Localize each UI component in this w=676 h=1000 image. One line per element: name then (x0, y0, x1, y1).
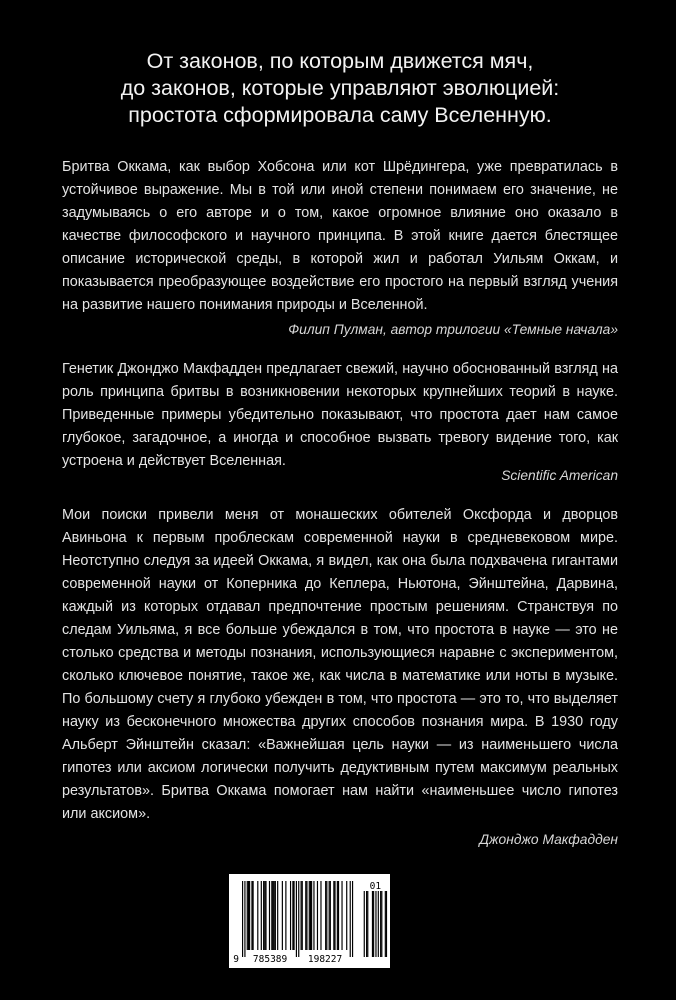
barcode-bar (320, 881, 321, 950)
barcode-bar (265, 881, 266, 950)
barcode-addon-bar (367, 891, 368, 957)
headline-line-1: От законов, по которым движется мяч, (146, 49, 534, 73)
barcode-bar (325, 881, 326, 950)
barcode-addon-bar (381, 891, 382, 957)
author-statement-attribution: Джонджо Макфадден (479, 832, 618, 847)
barcode-bar (274, 881, 275, 950)
barcode-bar (309, 881, 310, 950)
barcode-bar (257, 881, 258, 950)
barcode-bar (302, 881, 303, 950)
barcode-bar (329, 881, 330, 950)
barcode-addon-bar (364, 891, 365, 957)
barcode-bar (290, 881, 291, 950)
barcode-bar (253, 881, 254, 950)
headline (60, 48, 620, 129)
barcode-guard-bar (298, 881, 299, 957)
barcode-guard-bar (242, 881, 243, 957)
barcode-bar (311, 881, 312, 950)
barcode-leading-digit: 9 (233, 954, 239, 965)
barcode-bar (306, 881, 307, 950)
barcode-bar (249, 881, 250, 950)
barcode-guard-bar (244, 881, 245, 957)
author-statement-text: Мои поиски привели меня от монашеских обителей Оксфорда и дворцов Авиньона к первым проблескам современной науки в средневековом мире. Неотступно следуя за идеей Оккама, я видел, как она была подхвачена гигантами современной науки от Коперника до Кеплера, Ньютона, Эйнштейна, Дарвина, каждый из которых отдавал предпочтение простым решениям. Странствуя по следам Уильяма, я все больше убеждался в том, что простота в науке — это не столько средства и методы познания, использующиеся наравне с экспериментом, сколько ключевое понятие, такое же, как числа в математике или ноты в музыке. По большому счету я глубоко убежден в том, что простота — это то, что выделяет науку из бесконечного множества других способов познания мира. В 1930 году Альберт Эйнштейн сказал: «Важнейшая цель науки — из наименьшего числа гипотез или аксиом логически получить дедуктивным путем максимум реальных результатов». Бритва Оккама помогает нам найти «наименьшее число гипотез или аксиом». (62, 507, 618, 822)
barcode-addon-bar (380, 891, 381, 957)
barcode-bar (261, 881, 262, 950)
isbn-barcode (229, 874, 390, 968)
author-statement (62, 504, 618, 826)
review-quote-2-attribution: Scientific American (501, 468, 618, 483)
barcode-bar (251, 881, 252, 950)
barcode-right-digits: 198227 (307, 954, 343, 965)
headline-line-3: простота сформировала саму Вселенную. (128, 103, 552, 127)
barcode-bar (337, 881, 338, 950)
barcode-bar (341, 881, 342, 950)
barcode-graphic (229, 874, 390, 968)
barcode-addon-digits: 01 (369, 881, 382, 892)
barcode-addon-bar (366, 891, 367, 957)
barcode-guard-bar (352, 881, 353, 957)
barcode-bar (264, 881, 265, 950)
barcode-addon-bar (386, 891, 387, 957)
review-quote-1-attribution: Филип Пулман, автор трилогии «Темные начала» (288, 322, 618, 337)
barcode-bar (305, 881, 306, 950)
barcode-guard-bar (296, 881, 297, 957)
barcode-bar (285, 881, 286, 950)
barcode-bar (248, 881, 249, 950)
barcode-bar (247, 881, 248, 950)
barcode-bar (263, 881, 264, 950)
barcode-bar (275, 881, 276, 950)
barcode-bar (338, 881, 339, 950)
barcode-addon-bar (385, 891, 386, 957)
barcode-bar (333, 881, 334, 950)
barcode-addon-bar (373, 891, 374, 957)
barcode-bar (326, 881, 327, 950)
barcode-addon-bar (375, 891, 376, 957)
barcode-bar (292, 881, 293, 950)
headline-line-2: до законов, которые управляют эволюцией: (120, 76, 560, 100)
barcode-bar (269, 881, 270, 950)
barcode-bar (313, 881, 314, 950)
barcode-guard-bar (350, 881, 351, 957)
review-quote-2-text: Генетик Джонджо Макфадден предлагает свежий, научно обоснованный взгляд на роль принципа бритвы в возникновении некоторых крупнейших теорий в науке. Приведенные примеры убедительно показывают, что простота дает нам самое глубокое, загадочное, а иногда и способное вызвать тревогу видение того, как устроена и действует Вселенная. (62, 361, 618, 469)
barcode-bar (310, 881, 311, 950)
barcode-addon-bar (378, 891, 379, 957)
barcode-bar (330, 881, 331, 950)
review-quote-2 (62, 358, 618, 473)
barcode-left-digits: 785389 (252, 954, 288, 965)
review-quote-1 (62, 156, 618, 317)
barcode-bar (317, 881, 318, 950)
barcode-bar (334, 881, 335, 950)
barcode-bar (272, 881, 273, 950)
barcode-bar (282, 881, 283, 950)
barcode-bar (271, 881, 272, 950)
barcode-bar (293, 881, 294, 950)
review-quote-1-text: Бритва Оккама, как выбор Хобсона или кот Шрёдингера, уже превратилась в устойчивое выражение. Мы в той или иной степени понимаем его значение, не задумываясь о его авторе и о том, какое огромное влияние оно оказало в качестве философского и научного принципа. В этой книге дается блестящее описание исторической среды, в которой жил и работал Уильям Оккам, и показывается преобразующее воздействие его простого на первый взгляд учения на развитие нашего понимания природы и Вселенной. (62, 159, 618, 313)
barcode-addon-bar (372, 891, 373, 957)
barcode-bar (301, 881, 302, 950)
barcode-bar (346, 881, 347, 950)
barcode-bar (277, 881, 278, 950)
